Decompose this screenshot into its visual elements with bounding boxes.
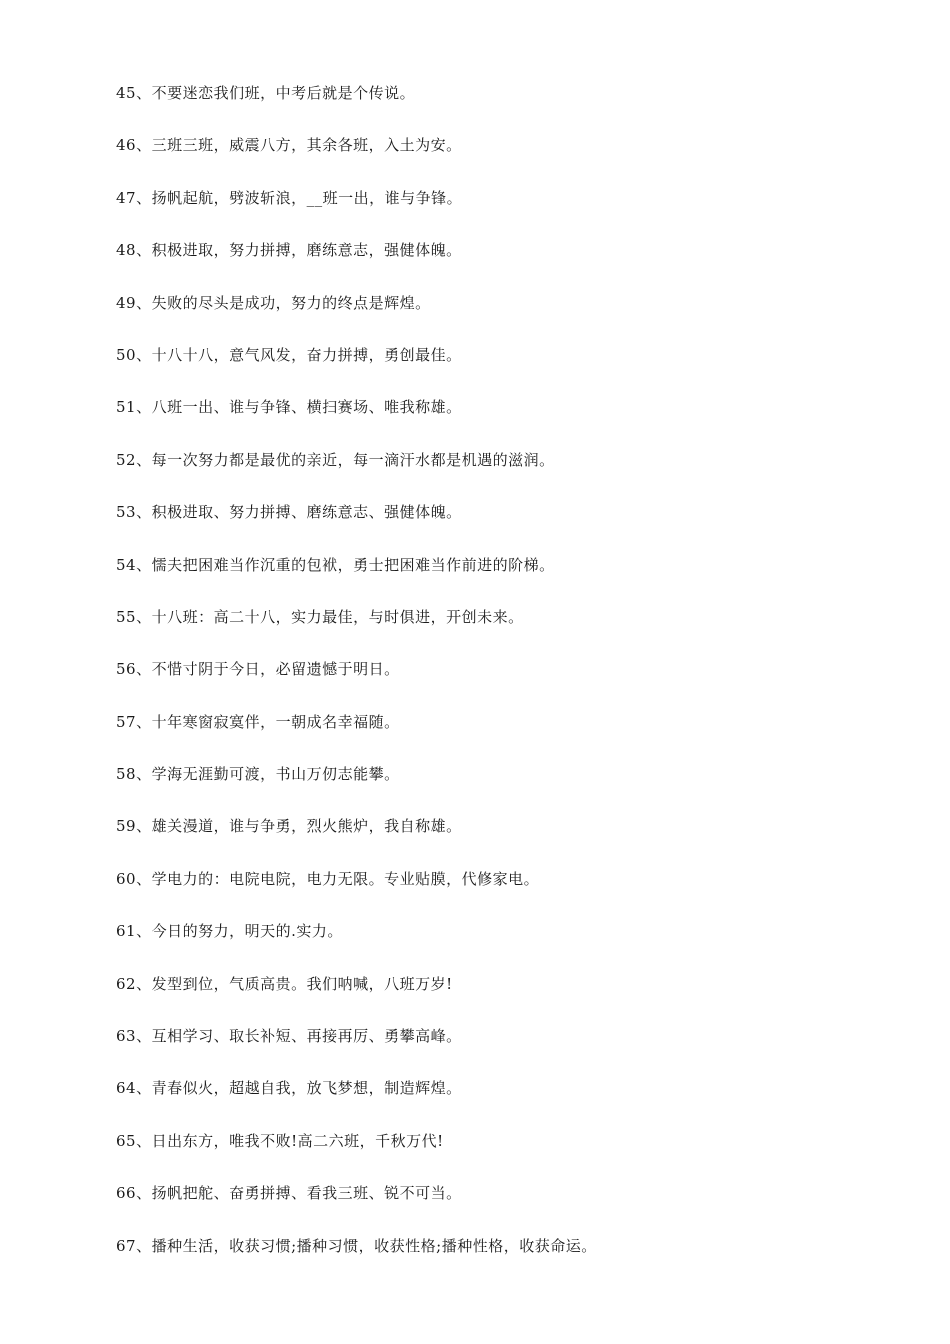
list-item: 52、每一次努力都是最优的亲近，每一滴汗水都是机遇的滋润。: [116, 450, 555, 469]
list-item: 55、十八班：高二十八，实力最佳，与时俱进，开创未来。: [116, 607, 524, 626]
list-item: 53、积极进取、努力拼搏、磨练意志、强健体魄。: [116, 503, 462, 522]
list-item: 67、播种生活，收获习惯;播种习惯，收获性格;播种性格，收获命运。: [116, 1236, 597, 1255]
list-item: 57、十年寒窗寂寞伴，一朝成名幸福随。: [116, 712, 400, 731]
list-item: 59、雄关漫道，谁与争勇，烈火熊炉，我自称雄。: [116, 817, 462, 836]
list-item: 54、懦夫把困难当作沉重的包袱，勇士把困难当作前进的阶梯。: [116, 555, 555, 574]
list-item: 61、今日的努力，明天的.实力。: [116, 922, 343, 941]
list-item: 49、失败的尽头是成功，努力的终点是辉煌。: [116, 293, 431, 312]
list-item: 50、十八十八，意气风发，奋力拼搏，勇创最佳。: [116, 345, 462, 364]
list-item: 47、扬帆起航，劈波斩浪，__班一出，谁与争锋。: [116, 188, 463, 207]
list-item: 48、积极进取，努力拼搏，磨练意志，强健体魄。: [116, 241, 462, 260]
list-item: 56、不惜寸阴于今日，必留遗憾于明日。: [116, 660, 400, 679]
list-item: 66、扬帆把舵、奋勇拼搏、看我三班、锐不可当。: [116, 1184, 462, 1203]
list-item: 46、三班三班，威震八方，其余各班，入土为安。: [116, 136, 462, 155]
list-item: 64、青春似火，超越自我，放飞梦想，制造辉煌。: [116, 1079, 462, 1098]
list-item: 60、学电力的：电院电院，电力无限。专业贴膜，代修家电。: [116, 869, 540, 888]
list-item: 62、发型到位，气质高贵。我们呐喊，八班万岁!: [116, 974, 453, 993]
slogan-list: [116, 82, 916, 1287]
list-item: 51、八班一出、谁与争锋、横扫赛场、唯我称雄。: [116, 398, 462, 417]
list-item: 45、不要迷恋我们班，中考后就是个传说。: [116, 84, 416, 102]
list-item: 65、日出东方，唯我不败!高二六班，千秋万代!: [116, 1131, 444, 1150]
list-item: 58、学海无涯勤可渡，书山万仞志能攀。: [116, 765, 400, 784]
list-item: 63、互相学习、取长补短、再接再厉、勇攀高峰。: [116, 1027, 462, 1046]
